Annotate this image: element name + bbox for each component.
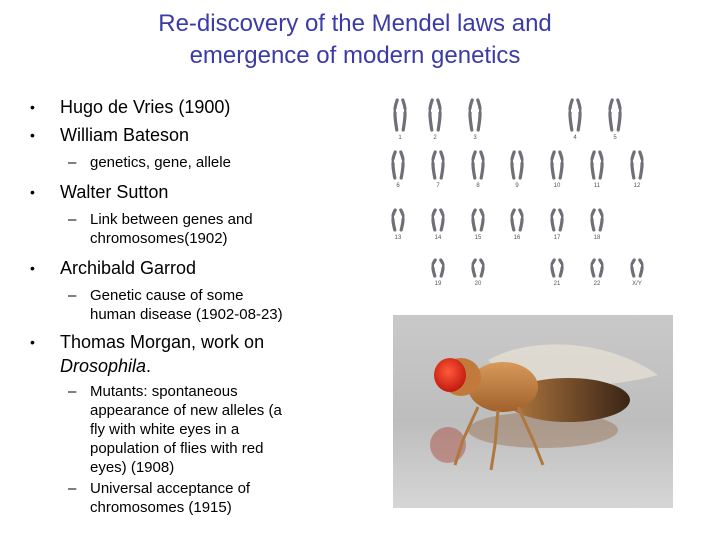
chromosome xyxy=(570,100,572,130)
chromosome xyxy=(560,152,562,178)
chromosome-number-label: 12 xyxy=(633,183,641,189)
chromosome-pair xyxy=(552,210,562,230)
chromosome-pair xyxy=(592,260,602,276)
bullet-walter-sutton xyxy=(30,178,380,206)
chromosome-number-label: 10 xyxy=(553,183,561,189)
sub-bullet-line: fly with white eyes in a xyxy=(90,421,240,438)
bullet-text: Thomas Morgan, work on xyxy=(60,332,265,352)
chromosome xyxy=(473,260,475,276)
chromosome-number-label: 15 xyxy=(474,235,482,241)
chromosome-number-label: 6 xyxy=(396,183,400,189)
chromosome-number-label: 19 xyxy=(434,281,442,287)
sub-bullet-text: genetics, gene, allele xyxy=(90,154,231,171)
chromosome-number-label: 9 xyxy=(515,183,519,189)
title-line-1: Re-discovery of the Mendel laws and xyxy=(158,10,552,37)
chromosome-number-label: 16 xyxy=(513,235,521,241)
chromosome xyxy=(401,210,403,230)
chromosome xyxy=(618,100,620,130)
chromosome xyxy=(552,210,554,230)
sub-bullet-line: Mutants: spontaneous xyxy=(90,383,238,400)
chromosome-pair xyxy=(570,100,580,130)
sub-bullet-garrod-disease xyxy=(30,286,380,324)
chromosome xyxy=(600,210,602,230)
chromosome xyxy=(433,260,435,276)
chromosome-pair xyxy=(552,260,562,276)
bullet-archibald-garrod xyxy=(30,254,380,282)
chromosome xyxy=(600,260,602,276)
chromosome-number-label: 13 xyxy=(394,235,402,241)
chromosome xyxy=(592,152,594,178)
chromosome xyxy=(600,152,602,178)
sub-bullet-sutton-link xyxy=(30,210,380,248)
chromosome xyxy=(433,210,435,230)
bullet-text: Archibald Garrod xyxy=(60,258,197,278)
chromosome xyxy=(632,260,634,276)
bullet-william-bateson xyxy=(30,121,380,149)
chromosome xyxy=(481,152,483,178)
chromosome xyxy=(441,152,443,178)
drosophila-photo xyxy=(393,315,673,508)
chromosome xyxy=(393,152,395,178)
chromosome xyxy=(401,152,403,178)
chromosome xyxy=(640,260,642,276)
chromosome-number-label: 2 xyxy=(433,135,437,141)
chromosome-number-label: 20 xyxy=(474,281,482,287)
chromosome-pair xyxy=(512,210,522,230)
dash-glyph: – xyxy=(68,154,77,171)
chromosome-number-label: 8 xyxy=(476,183,480,189)
dash-glyph: – xyxy=(68,287,77,304)
chromosome-number-label: 4 xyxy=(573,135,577,141)
chromosome xyxy=(552,260,554,276)
chromosome-pair xyxy=(610,100,620,130)
bullet-text: Walter Sutton xyxy=(60,182,169,202)
chromosome-number-label: X/Y xyxy=(632,281,642,287)
chromosome-number-label: 22 xyxy=(593,281,601,287)
chromosome xyxy=(441,260,443,276)
chromosome xyxy=(592,260,594,276)
chromosome xyxy=(610,100,612,130)
chromosome-pair xyxy=(433,152,443,178)
sub-bullet-line: appearance of new alleles (a xyxy=(90,402,282,419)
chromosome-pair xyxy=(473,210,483,230)
chromosome-number-label: 21 xyxy=(553,281,561,287)
dash-glyph: – xyxy=(68,211,77,228)
chromosome xyxy=(552,152,554,178)
chromosome xyxy=(473,210,475,230)
chromosome-pair xyxy=(473,152,483,178)
sub-bullet-line: population of flies with red xyxy=(90,440,264,457)
bullet-glyph: • xyxy=(30,334,35,350)
chromosome xyxy=(520,152,522,178)
chromosome xyxy=(560,260,562,276)
sub-bullet-morgan-mutants xyxy=(30,382,380,477)
chromosome xyxy=(560,210,562,230)
chromosome xyxy=(512,152,514,178)
chromosome xyxy=(473,152,475,178)
chromosome-pair xyxy=(592,152,602,178)
chromosome xyxy=(438,100,440,130)
chromosome-pair xyxy=(395,100,405,130)
bullet-list xyxy=(30,93,380,517)
chromosome-pair xyxy=(430,100,440,130)
chromosome-number-label: 14 xyxy=(434,235,442,241)
chromosome-number-label: 11 xyxy=(593,183,601,189)
chromosome-pair xyxy=(552,152,562,178)
karyotype-image xyxy=(360,90,660,300)
bullet-glyph: • xyxy=(30,184,35,200)
bullet-text: Hugo de Vries (1900) xyxy=(60,97,231,117)
chromosome-number-label: 1 xyxy=(398,135,402,141)
chromosome xyxy=(481,210,483,230)
chromosome-number-label: 5 xyxy=(613,135,617,141)
chromosome xyxy=(578,100,580,130)
chromosome-number-label: 18 xyxy=(593,235,601,241)
bullet-glyph: • xyxy=(30,127,35,143)
dash-glyph: – xyxy=(68,480,77,497)
bullet-text: William Bateson xyxy=(60,125,190,145)
chromosome xyxy=(395,100,397,130)
chromosome-number-label: 7 xyxy=(436,183,440,189)
sub-bullet-bateson-terms xyxy=(30,153,380,172)
chromosome xyxy=(520,210,522,230)
chromosome xyxy=(481,260,483,276)
sub-bullet-line: eyes) (1908) xyxy=(90,459,175,476)
sub-bullet-line: chromosomes(1902) xyxy=(90,230,228,247)
sub-bullet-line: Link between genes and xyxy=(90,211,253,228)
chromosome-pair xyxy=(433,210,443,230)
chromosome-pair xyxy=(632,152,642,178)
dash-glyph: – xyxy=(68,383,77,400)
bullet-glyph: • xyxy=(30,99,35,115)
chromosome-number-label: 3 xyxy=(473,135,477,141)
chromosome-pair xyxy=(433,260,443,276)
chromosome xyxy=(632,152,634,178)
sub-bullet-line: Genetic cause of some xyxy=(90,287,244,304)
chromosome-number-label: 17 xyxy=(553,235,561,241)
chromosome xyxy=(592,210,594,230)
sub-bullet-line: chromosomes (1915) xyxy=(90,499,232,516)
sub-bullet-line: human disease (1902-08-23) xyxy=(90,306,283,323)
chromosome xyxy=(478,100,480,130)
chromosome xyxy=(430,100,432,130)
slide-title xyxy=(60,8,650,72)
chromosome-pair xyxy=(470,100,480,130)
chromosome-pair xyxy=(393,210,403,230)
sub-bullet-morgan-acceptance xyxy=(30,479,380,517)
chromosome xyxy=(512,210,514,230)
chromosome xyxy=(640,152,642,178)
bullet-hugo-de-vries xyxy=(30,93,380,121)
fly-red-eye xyxy=(434,358,466,392)
chromosome-pair xyxy=(473,260,483,276)
bullet-text-line-2 xyxy=(60,354,380,378)
chromosome-pair xyxy=(632,260,642,276)
chromosome-pair xyxy=(512,152,522,178)
chromosome xyxy=(403,100,405,130)
sub-bullet-line: Universal acceptance of xyxy=(90,480,251,497)
chromosome xyxy=(433,152,435,178)
title-line-2: emergence of modern genetics xyxy=(189,42,521,69)
chromosome-pair xyxy=(393,152,403,178)
chromosome-pair xyxy=(592,210,602,230)
bullet-thomas-morgan xyxy=(30,330,380,378)
bullet-glyph: • xyxy=(30,260,35,276)
chromosome xyxy=(393,210,395,230)
bullet-period: . xyxy=(146,356,152,376)
chromosome xyxy=(441,210,443,230)
chromosome xyxy=(470,100,472,130)
drosophila-italic: Drosophila xyxy=(60,356,147,376)
